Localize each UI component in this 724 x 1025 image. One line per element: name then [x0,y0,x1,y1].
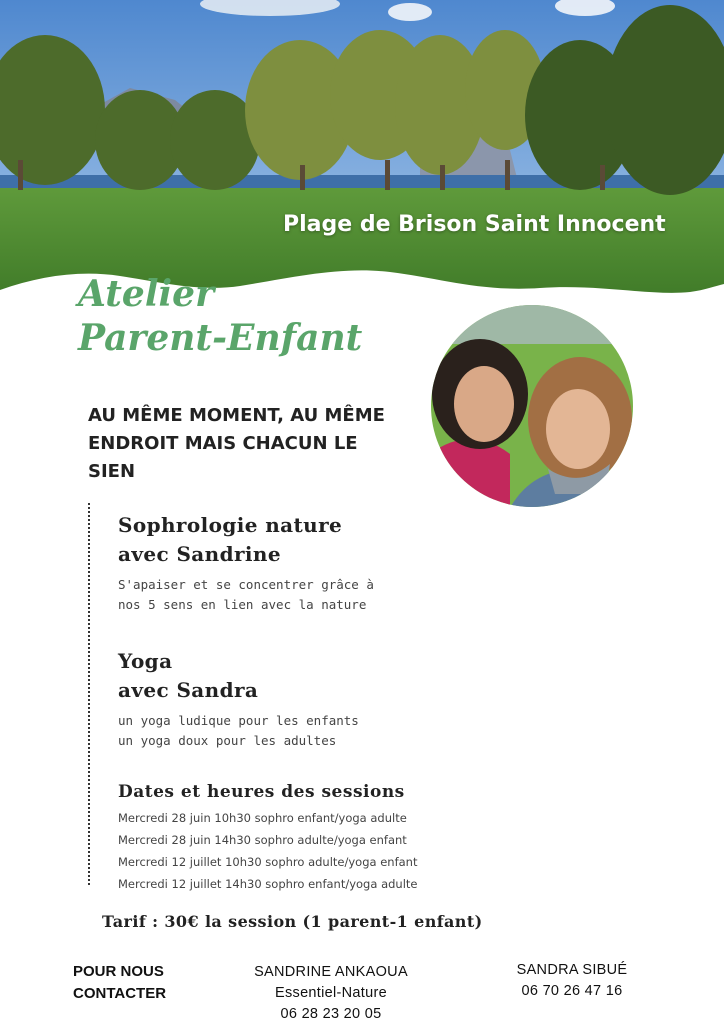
portrait-photo [430,304,634,508]
tagline: AU MÊME MOMENT, AU MÊME ENDROIT MAIS CHACUN LE SIEN [88,405,385,482]
section-desc-line: un yoga ludique pour les enfants [118,713,359,728]
section-title [118,511,374,569]
session-item: Mercredi 12 juillet 10h30 sophro adulte/yoga enfant [118,855,418,869]
dotted-divider [88,503,90,885]
price: Tarif : 30€ la session (1 parent-1 enfant) [102,912,483,931]
park-photo [0,0,724,300]
section-sophrologie [118,511,374,615]
section-description [118,575,374,615]
sessions-list [118,807,417,895]
contact-heading [73,961,166,1005]
section-title-line: avec Sandra [118,678,259,702]
session-item: Mercredi 28 juin 10h30 sophro enfant/yoga adulte [118,811,407,825]
session-item: Mercredi 12 juillet 14h30 sophro enfant/yoga adulte [118,877,418,891]
section-title-line: avec Sandrine [118,542,281,566]
location-title: Plage de Brison Saint Innocent [283,212,666,237]
contact-sandra [500,960,644,1002]
section-desc-line: un yoga doux pour les adultes [118,733,337,748]
contact-name: SANDRINE ANKAOUA [254,964,408,980]
section-title [118,647,359,705]
session-item: Mercredi 28 juin 14h30 sophro adulte/yoga enfant [118,833,407,847]
page-title [78,272,362,360]
contact-sandrine [240,962,422,1025]
contact-heading-line: POUR NOUS [73,963,164,980]
sessions-title: Dates et heures des sessions [118,782,405,802]
contact-heading-line: CONTACTER [73,985,167,1002]
section-title-line: Sophrologie nature [118,513,343,537]
section-desc-line: S'apaiser et se concentrer grâce à [118,577,374,592]
contact-organization: Essentiel-Nature [275,985,387,1001]
section-desc-line: nos 5 sens en lien avec la nature [118,597,367,612]
contact-phone: 06 70 26 47 16 [521,983,623,999]
title-line-2: Parent-Enfant [78,317,363,359]
title-line-1: Atelier [78,273,215,315]
contact-phone: 06 28 23 20 05 [280,1006,382,1022]
section-description [118,711,359,751]
section-yoga [118,647,359,751]
section-title-line: Yoga [118,649,173,673]
contact-name: SANDRA SIBUÉ [516,962,628,978]
